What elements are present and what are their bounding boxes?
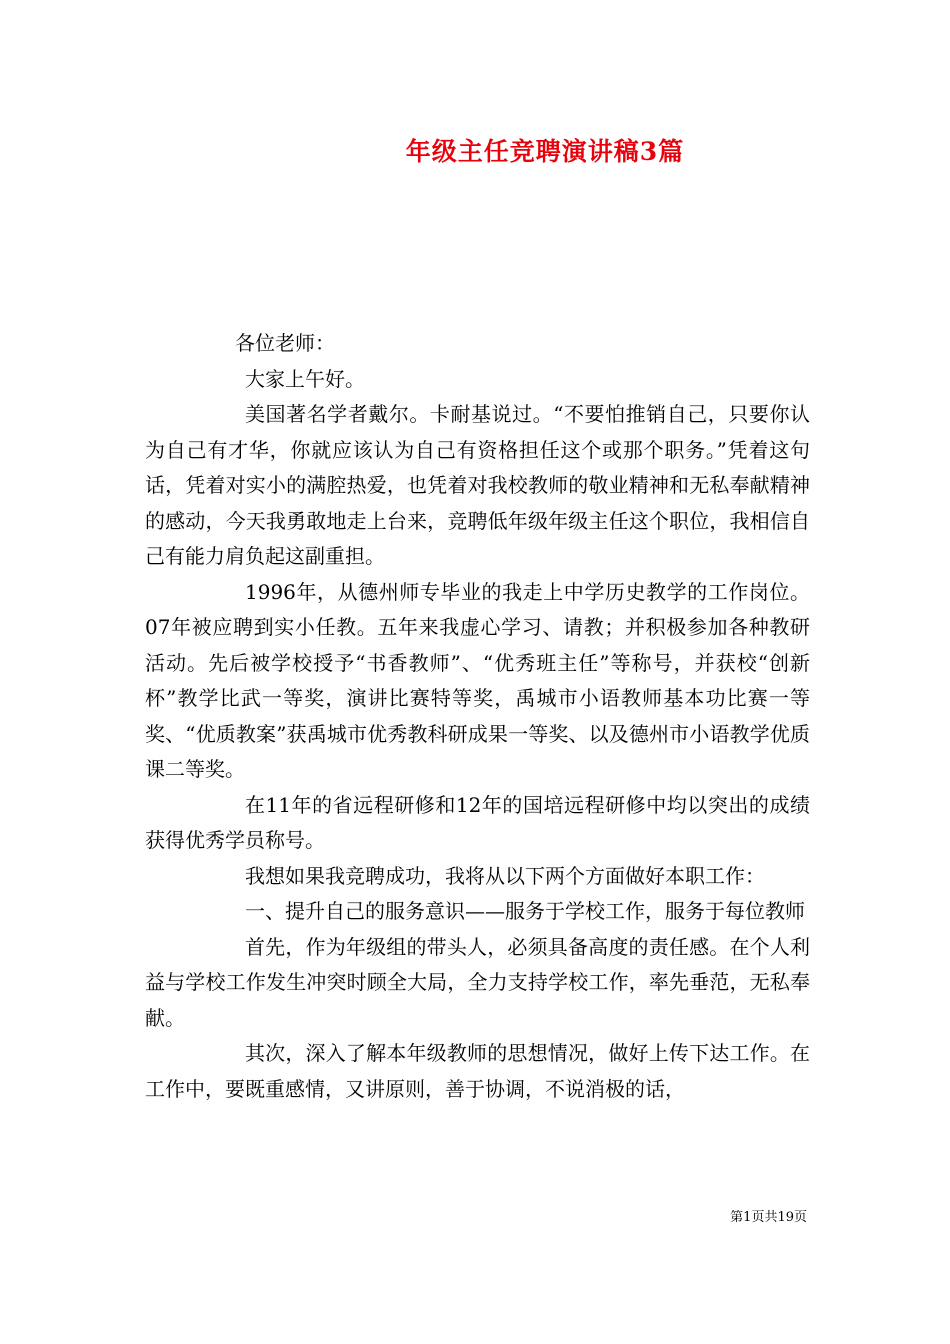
document-body <box>145 326 810 1107</box>
document-title: 年级主任竞聘演讲稿3篇 <box>405 137 685 166</box>
paragraph: 大家上午好。 <box>245 366 365 391</box>
paragraph: 我想如果我竞聘成功，我将从以下两个方面做好本职工作： <box>245 863 765 888</box>
paragraph: 首先，作为年级组的带头人，必须具备高度的责任感。在个人利益与学校工作发生冲突时顾全大局，全力支持学校工作，率先垂范，无私奉献。 <box>145 934 810 1030</box>
paragraph: 1996年，从德州师专毕业的我走上中学历史教学的工作岗位。07年被应聘到实小任教。五年来我虚心学习、请教；并积极参加各种教研活动。先后被学校授予“书香教师”、“优秀班主任”等称号，并获校“创新杯”教学比武一等奖，演讲比赛特等奖，禹城市小语教师基本功比赛一等奖、“优质教案”获禹城市优秀教科研成果一等奖、以及德州市小语教学优质课二等奖。 <box>145 579 810 781</box>
section-heading: 一、提升自己的服务意识——服务于学校工作，服务于每位教师 <box>245 899 805 923</box>
page-number: 第1页共19页 <box>730 1210 807 1225</box>
paragraph: 在11年的省远程研修和12年的国培远程研修中均以突出的成绩获得优秀学员称号。 <box>145 792 810 852</box>
paragraph: 其次，深入了解本年级教师的思想情况，做好上传下达工作。在工作中，要既重感情，又讲原则，善于协调，不说消极的话， <box>145 1041 810 1101</box>
paragraph: 美国著名学者戴尔。卡耐基说过。“不要怕推销自己，只要你认为自己有才华，你就应该认为自己有资格担任这个或那个职务。”凭着这句话，凭着对实小的满腔热爱，也凭着对我校教师的敬业精神和无私奉献精神的感动，今天我勇敢地走上台来，竞聘低年级年级主任这个职位，我相信自己有能力肩负起这副重担。 <box>145 402 810 568</box>
greeting: 各位老师： <box>235 331 335 355</box>
